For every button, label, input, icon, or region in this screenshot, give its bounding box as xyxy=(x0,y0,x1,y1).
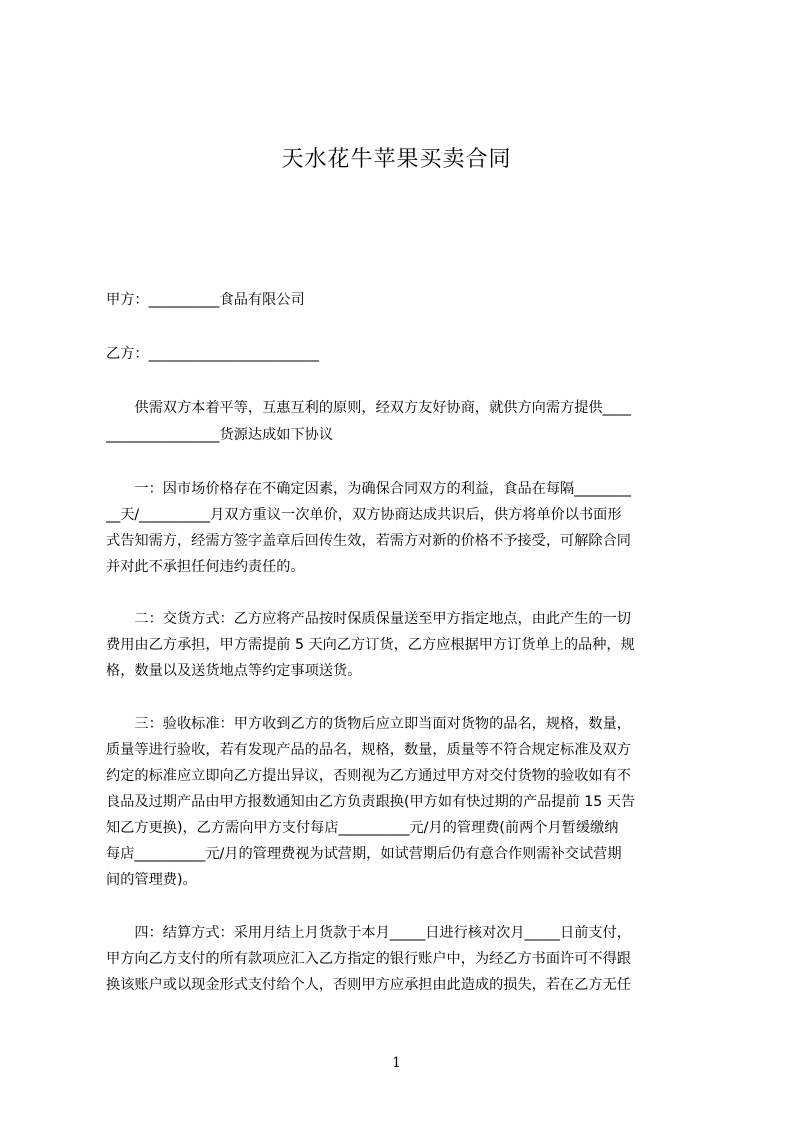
clause1-line-1: 一：因市场价格存在不确定因素，为确保合同双方的利益，食品在每隔________ xyxy=(106,481,631,497)
intro-line-1: 供需双方本着平等，互惠互利的原则，经双方友好协商，就供方向需方提供____ xyxy=(106,400,631,416)
page-number: 1 xyxy=(392,1055,401,1071)
clause3-line-7: 间的管理费)。 xyxy=(106,872,197,888)
clause2-line-1: 二：交货方式：乙方应将产品按时保质保量送至甲方指定地点，由此产生的一切 xyxy=(106,611,631,627)
clause3-line-6: 每店__________元/月的管理费视为试营期，如试营期后仍有意合作则需补交试营期 xyxy=(106,846,622,862)
clause1-line-2: __天/__________月双方重议一次单价，双方协商达成共识后，供方将单价以书面形 xyxy=(106,507,622,523)
clause3-line-3: 约定的标准应立即向乙方提出异议，否则视为乙方通过甲方对交付货物的验收如有不 xyxy=(106,768,631,784)
clause3-line-5: 知乙方更换)，乙方需向甲方支付每店__________元/月的管理费(前两个月暂缓缴纳 xyxy=(106,820,619,836)
clause2-line-2: 费用由乙方承担，甲方需提前 5 天向乙方订货，乙方应根据甲方订货单上的品种，规 xyxy=(106,637,635,653)
clause4-line-1: 四：结算方式：采用月结上月货款于本月_____日进行核对次月_____日前支付， xyxy=(106,925,631,941)
clause2-line-3: 格，数量以及送货地点等约定事项送货。 xyxy=(106,663,362,679)
clause3-line-2: 质量等进行验收，若有发现产品的品名，规格，数量，质量等不符合规定标准及双方 xyxy=(106,742,631,758)
clause3-line-1: 三：验收标准：甲方收到乙方的货物后应立即当面对货物的品名，规格，数量， xyxy=(106,716,631,732)
intro-line-2: ________________货源达成如下协议 xyxy=(106,427,334,443)
clause4-line-2: 甲方向乙方支付的所有款项应汇入乙方指定的银行账户中，为经乙方书面许可不得跟 xyxy=(106,951,631,967)
party-b-line: 乙方：________________________ xyxy=(106,346,319,362)
document-title: 天水花牛苹果买卖合同 xyxy=(281,147,512,172)
party-a-line: 甲方：__________食品有限公司 xyxy=(106,292,305,308)
clause3-line-4: 良品及过期产品由甲方报数通知由乙方负责跟换(甲方如有快过期的产品提前 15 天告 xyxy=(106,794,636,810)
clause1-line-4: 并对此不承担任何违约责任的。 xyxy=(106,559,305,575)
clause4-line-3: 换该账户或以现金形式支付给个人，否则甲方应承担由此造成的损失，若在乙方无任 xyxy=(106,977,631,993)
clause1-line-3: 式告知需方，经需方签字盖章后回传生效，若需方对新的价格不予接受，可解除合同 xyxy=(106,533,631,549)
